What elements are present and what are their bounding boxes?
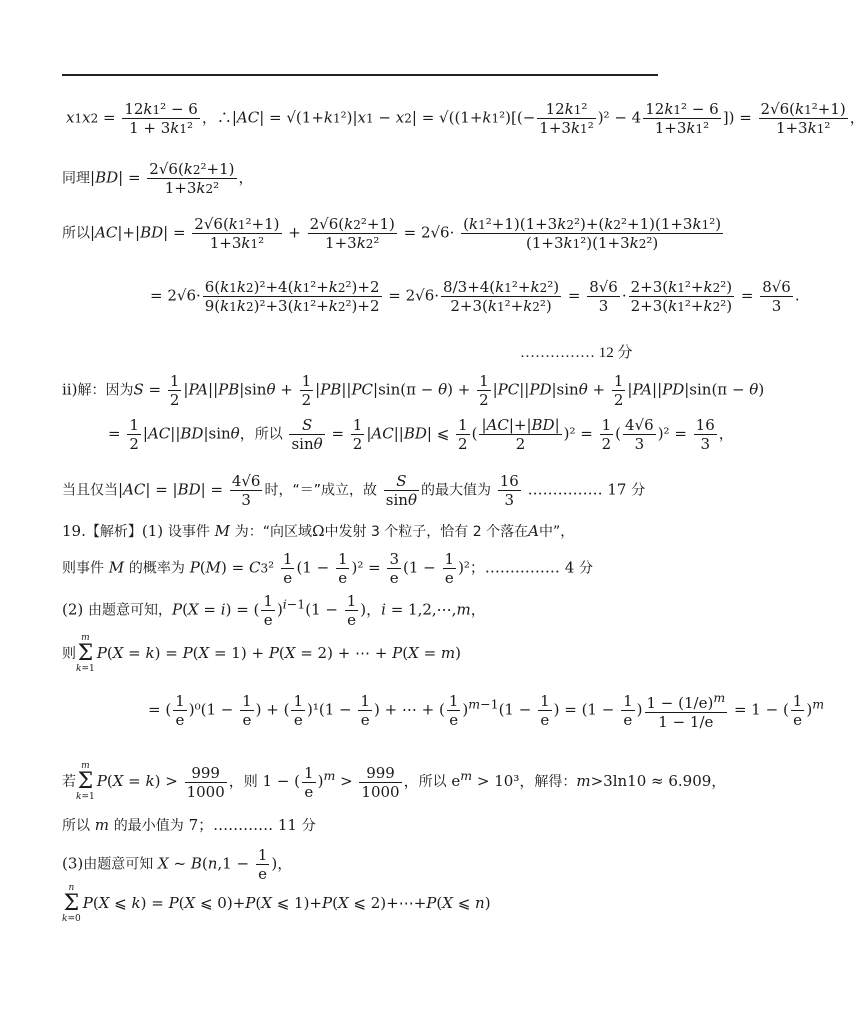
line-area-bound: = $\frac{1}{2}$ |AC||BD|sinθ，所以 $\frac{S}{\sin\theta}$ = $\frac{1}{2}$ |AC||BD| ⩽ $\frac{1}{2}$ ( $\frac{|AC|+|BD|}{2}$ )² = $\frac{1}{2}$ ( $\frac{4√6}{3}$ )² = $\frac{16}{3}$ ， — [108, 416, 734, 453]
header-rule — [62, 74, 658, 76]
line-bd-length: 同理|BD| = $\frac{\text{2√6(k2²+1)}}{\text{1+3k2²}}$ ， — [62, 160, 254, 197]
line-inequality: 若m Σ k=1P(X = k) > $\frac{999}{1000}$ ，则 1 − ( $\frac{1}{e}$ )$^m$ > $\frac{999}{1000}$ ，所以 $e^m > 10^3$，解得：m>3ln10 ≈ 6.909， — [62, 761, 727, 802]
score-12: …………… 12 分 — [520, 345, 633, 361]
line-q19-2: (2) 由题意可知，P(X = i) = ( $\frac{1}{e}$ )$^{i-1}$(1 − $\frac{1}{e}$ )，i = 1,2,⋯,m， — [62, 592, 486, 629]
line-sum-n: n Σ k=0P(X ⩽ k) = P(X ⩽ 0)+P(X ⩽ 1)+P(X ⩽ 2)+⋯+P(X ⩽ n) — [62, 883, 491, 924]
line-sum-ac-bd: 所以|AC|+|BD| = $\frac{\text{2√6(k1²+1)}}{\text{1+3k1²}}$ + $\frac{\text{2√6(k2²+1)}}{\text{1+3k2²}}$ = 2√6· $\frac{\text{(k1²+1)(1+3k2²)+(k2²+1)(1+3k1²)}}{\text{(1+3k1²)(1+3k2²)}}$ — [62, 215, 722, 252]
line-q19-1: 19.【解析】(1) 设事件 M 为：“向区域Ω中发射 3 个粒子，恰有 2 个落在A中”， — [62, 522, 575, 540]
line-ii-area: ii)解：因为S = $\frac{1}{2}$ |PA||PB|sinθ + $\frac{1}{2}$ |PB||PC|sin(π − θ) + $\frac{1}{2}$ |PC||PD|sinθ + $\frac{1}{2}$ |PA||PD|sin(π − θ) — [62, 372, 765, 409]
line-geometric: = ( $\frac{1}{e}$ )⁰(1 − $\frac{1}{e}$ ) + ( $\frac{1}{e}$ )¹(1 − $\frac{1}{e}$ ) + ⋯ + ( $\frac{1}{e}$ )$^{m-1}$(1 − $\frac{1}{e}$ ) = (1 − $\frac{1}{e}$ ) $\frac{1 - (1/e)^m}{1 - 1/e}$ = 1 − ( $\frac{1}{e}$ )$^m$ — [148, 690, 825, 731]
line-prob-m: 则事件 M 的概率为 P(M) = C3² $\frac{1}{e}$ (1 − $\frac{1}{e}$ )² = $\frac{3}{e}$ (1 − $\frac{1}{e}$ )²；…………… 4 分 — [62, 550, 594, 587]
line-equality: 当且仅当|AC| = |BD| = $\frac{4√6}{3}$ 时，“＝”成立，故 $\frac{S}{\sin\theta}$ 的最大值为 $\frac{16}{3}$ …………… 17 分 — [62, 472, 646, 509]
line-sum-m: 则m Σ k=1P(X = k) = P(X = 1) + P(X = 2) + ⋯ + P(X = m) — [62, 633, 462, 674]
line-q19-3: (3)由题意可知 X ~ B(n,1 − $\frac{1}{e}$ )， — [62, 846, 293, 883]
line-ac-length: x1x2 = $\frac{\text{12k1² − 6}}{\text{1 + 3k1²}}$ ，∴|AC| = √(1+k1²)|x1 − x2| = √((1+k1²)[(− $\frac{\text{12k1²}}{\text{1+3k1²}}$ )² − 4 $\frac{\text{12k1² − 6}}{\text{1+3k1²}}$ ]) = $\frac{\text{2√6(k1²+1)}}{\text{1+3k1²}}$ ， — [66, 100, 865, 137]
line-sum-simplified: = 2√6· $\frac{\text{6(k1k2)²+4(k1²+k2²)+2}}{\text{9(k1k2)²+3(k1²+k2²)+2}}$ = 2√6· $\frac{\text{8/3+4(k1²+k2²)}}{\text{2+3(k1²+k2²)}}$ = $\frac{8√6}{3}$ · $\frac{\text{2+3(k1²+k2²)}}{\text{2+3(k1²+k2²)}}$ = $\frac{8√6}{3}$ . — [150, 278, 800, 315]
line-min-m: 所以 m 的最小值为 7；………… 11 分 — [62, 816, 316, 834]
